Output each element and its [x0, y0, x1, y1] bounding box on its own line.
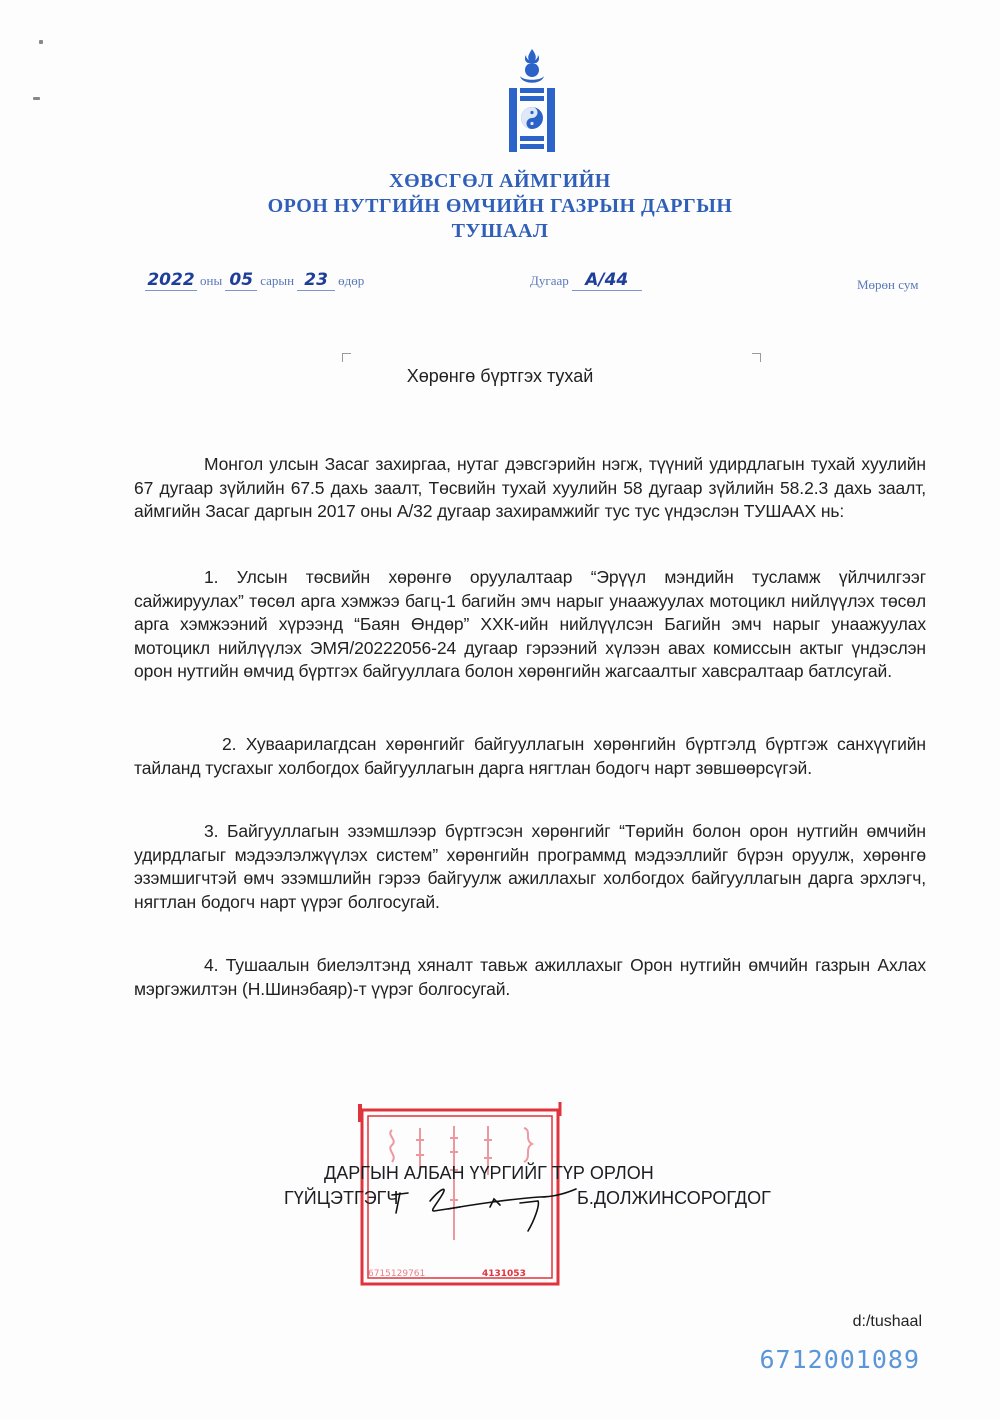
registration-number-stamp: 6712001089: [759, 1345, 920, 1374]
date-line: [145, 270, 367, 291]
order-item-4: 4. Тушаалын биелэлтэнд хяналт тавьж ажиллахыг Орон нутгийн өмчийн газрын Ахлах мэргэжилтэн (Н.Шинэбаяр)-т үүрэг болгосугай.: [134, 955, 926, 999]
title-corner-left: [342, 353, 351, 362]
month-label: сарын: [260, 273, 295, 288]
signatory-position-line-2: ГҮЙЦЭТГЭГЧ: [284, 1188, 399, 1208]
month-field: 05: [225, 270, 257, 291]
number-line: [527, 270, 642, 291]
soyombo-emblem-icon: [505, 48, 559, 154]
title-corner-right: [752, 353, 761, 362]
order-item-2: 2. Хуваарилагдсан хөрөнгийг байгууллагын хөрөнгийн бүртгэлд бүртгэж санхүүгийн тайланд тусгахыг холбогдох байгууллагын дарга нягтлан бодогч нарт зөвшөөрсүгэй.: [134, 734, 926, 778]
preamble-paragraph: Монгол улсын Засаг захиргаа, нутаг дэвсгэрийн нэгж, түүний удирдлагын тухай хуулийн 67 дугаар зүйлийн 67.5 дахь заалт, Төсвийн тухай хуулийн 58 дугаар зүйлийн 58.2.3 дахь заалт, аймгийн Засаг даргын 2017 оны А/32 дугаар захирамжийг тус тус үндэслэн ТУШААХ нь:: [134, 454, 926, 522]
day-label: өдөр: [338, 273, 365, 288]
document-title: Хөрөнгө бүртгэх тухай: [406, 366, 594, 386]
year-label: оны: [200, 273, 223, 288]
scan-speck: [39, 40, 43, 44]
stamp-left-number: 6715129761: [368, 1269, 426, 1279]
number-label: Дугаар: [530, 273, 569, 288]
place-label: Мөрөн сум: [857, 277, 919, 292]
header-line-1: ХӨВСГӨЛ АЙМГИЙН: [389, 170, 611, 192]
handwritten-signature: [390, 1175, 580, 1235]
file-path-label: d:/tushaal: [852, 1313, 922, 1330]
scan-speck: [33, 97, 40, 100]
signatory-name: Б.ДОЛЖИНСОРОГДОГ: [577, 1188, 771, 1208]
header-line-3: ТУШААЛ: [451, 220, 549, 242]
signatory-position-line-1: ДАРГЫН АЛБАН ҮҮРГИЙГ ТҮР ОРЛОН: [324, 1163, 654, 1183]
header-line-2: ОРОН НУТГИЙН ӨМЧИЙН ГАЗРЫН ДАРГЫН: [267, 195, 733, 217]
number-field: А/44: [572, 270, 642, 291]
order-item-1: 1. Улсын төсвийн хөрөнгө оруулалтаар “Эрүүл мэндийн тусламж үйлчилгээг сайжируулах” төсөл арга хэмжээ багц-1 багийн эмч нарыг унаажуулах мотоцикл нийлүүлэх төсөл арга хэмжээний хүрээнд “Баян Өндөр” ХХК-ийн нийлүүлсэн Багийн эмч нарыг унаажуулах мотоцикл нийлүүлэх ЭМЯ/20222056-24 дугаар гэрээний хүлээн авах комиссын актыг үндэслэн орон нутгийн өмчид бүртгэх байгууллага болон хөрөнгийн жагсаалтыг хавсралтаар батлсугай.: [134, 567, 926, 682]
order-item-3: 3. Байгууллагын эзэмшлээр бүртгэсэн хөрөнгийг “Төрийн болон орон нутгийн өмчийн удирдлагыг мэдээлэлжүүлэх систем” хөрөнгийн программд мэдээллийг бүрэн оруулж, хөрөнгө эзэмшигчтэй өмч эзэмшлийн гэрээ байгуулж ажиллахыг холбогдох байгууллагын дарга эрхлэгч, нягтлан бодогч нарт үүрэг болгосугай.: [134, 821, 926, 912]
day-field: 23: [297, 270, 335, 291]
year-field: 2022: [145, 270, 197, 291]
stamp-right-number: 4131053: [482, 1269, 526, 1279]
